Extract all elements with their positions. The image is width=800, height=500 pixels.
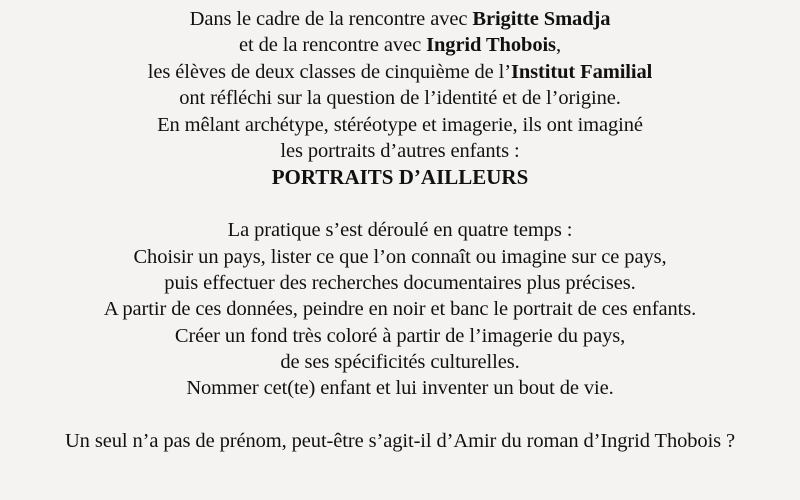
intro-line-2: [0, 32, 800, 58]
practice-line-4: A partir de ces données, peindre en noir et banc le portrait de ces enfants.: [103, 298, 697, 321]
intro-line-1-text: Dans le cadre de la rencontre avec: [189, 8, 473, 30]
school-name: Institut Familial: [510, 60, 653, 83]
intro-line-5: En mêlant archétype, stéréotype et imagerie, ils ont imaginé: [157, 113, 643, 136]
intro-line-4: ont réfléchi sur la question de l’identité et de l’origine.: [179, 87, 621, 110]
practice-line-6: de ses spécificités culturelles.: [280, 351, 520, 374]
spacer: [0, 402, 800, 428]
intro-line-6: les portraits d’autres enfants :: [280, 139, 520, 162]
practice-line-1: La pratique s’est déroulé en quatre temps :: [227, 219, 573, 242]
closing-line: Un seul n’a pas de prénom, peut-être s’agit-il d’Amir du roman d’Ingrid Thobois ?: [64, 430, 736, 453]
author-name-ingrid-thobois: Ingrid Thobois: [426, 34, 556, 57]
spacer: [0, 191, 800, 217]
intro-line-2-comma: ,: [555, 34, 561, 57]
practice-line-7: Nommer cet(te) enfant et lui inventer un bout de vie.: [186, 377, 614, 400]
intro-line-1: [0, 6, 800, 32]
practice-line-2: Choisir un pays, lister ce que l’on connaît ou imagine sur ce pays,: [133, 245, 667, 268]
author-name-brigitte-smadja: Brigitte Smadja: [472, 8, 611, 30]
intro-line-3-text: les élèves de deux classes de cinquième de l’: [147, 60, 511, 83]
intro-line-2-text: et de la rencontre avec: [239, 34, 427, 57]
project-title: PORTRAITS D’AILLEURS: [271, 165, 529, 190]
practice-line-3: puis effectuer des recherches documentaires plus précises.: [164, 271, 636, 294]
practice-line-5: Créer un fond très coloré à partir de l’imagerie du pays,: [174, 324, 626, 347]
intro-line-3: [0, 59, 800, 85]
